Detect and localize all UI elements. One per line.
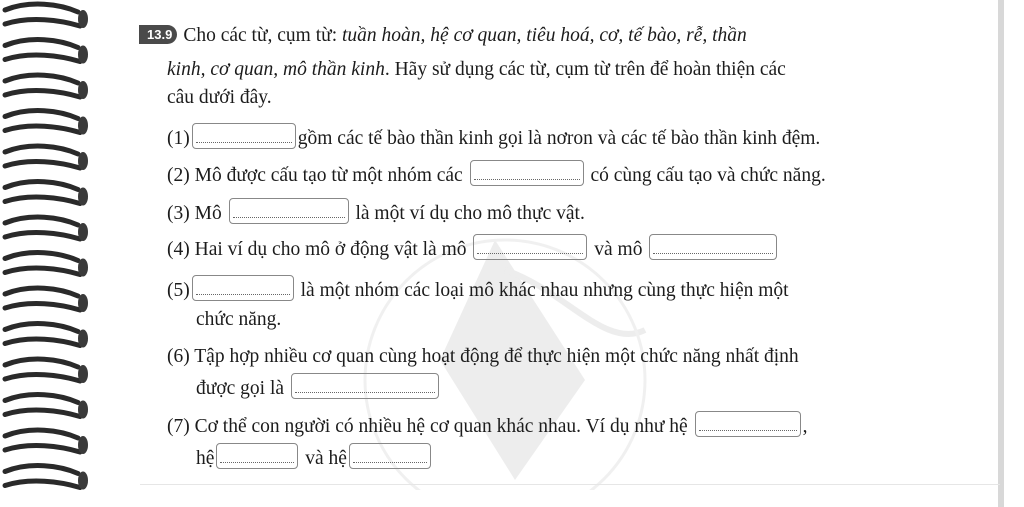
s3-text-a: (3) Mô: [167, 203, 222, 224]
intro-terms-2: kinh, cơ quan, mô thần kinh: [167, 59, 385, 80]
intro-line3: câu dưới đây.: [167, 87, 272, 108]
spiral-coil-bottom: [5, 162, 80, 168]
sentence-4: [167, 234, 779, 261]
spiral-coil-top: [5, 4, 78, 12]
spiral-hole: [78, 223, 88, 241]
spiral-coil-top: [5, 430, 78, 438]
spiral-coil-bottom: [5, 446, 80, 452]
sentence-5-cont: [196, 309, 281, 331]
blank-3[interactable]: [229, 198, 349, 224]
spiral-coil-top: [5, 217, 78, 225]
spiral-hole: [78, 188, 88, 206]
spiral-coil-bottom: [5, 233, 80, 239]
blank-1[interactable]: [192, 123, 296, 149]
blank-2[interactable]: [470, 160, 584, 186]
spiral-coil-top: [5, 253, 78, 261]
spiral-hole: [78, 401, 88, 419]
bottom-divider: [140, 484, 1000, 485]
s6-text-a: (6) Tập hợp nhiều cơ quan cùng hoạt động để thực hiện một chức năng nhất định: [167, 346, 799, 367]
spiral-binding: [0, 0, 110, 507]
sentence-1: [167, 123, 820, 150]
s5-text-c: chức năng.: [196, 309, 282, 330]
spiral-hole: [78, 81, 88, 99]
s5-text-b: là một nhóm các loại mô khác nhau nhưng cùng thực hiện một: [300, 280, 789, 301]
intro-prefix: Cho các từ, cụm từ:: [183, 25, 342, 46]
exercise-intro-line3: [167, 87, 272, 109]
spiral-hole: [78, 259, 88, 277]
s4-text-b: và mô: [594, 239, 643, 260]
spiral-coil-bottom: [5, 126, 80, 132]
spiral-coil-bottom: [5, 20, 80, 26]
spiral-coil-top: [5, 146, 78, 154]
s2-text-a: (2) Mô được cấu tạo từ một nhóm các: [167, 165, 463, 186]
spiral-coil-bottom: [5, 339, 80, 345]
spiral-coil-top: [5, 359, 78, 367]
blank-6[interactable]: [291, 373, 439, 399]
blank-7c[interactable]: [349, 443, 431, 469]
spiral-hole: [78, 117, 88, 135]
sentence-5: [167, 275, 789, 302]
spiral-coil-top: [5, 288, 78, 296]
s5-label: (5): [167, 280, 190, 301]
spiral-hole: [78, 46, 88, 64]
spiral-coil-bottom: [5, 375, 80, 381]
spiral-coil-bottom: [5, 268, 80, 274]
intro-suffix: . Hãy sử dụng các từ, cụm từ trên để hoàn thiện các: [384, 59, 786, 80]
spiral-coil-top: [5, 40, 78, 48]
spiral-coil-top: [5, 182, 78, 190]
s6-text-b: được gọi là: [196, 378, 285, 399]
spiral-coil-bottom: [5, 481, 80, 487]
blank-4b[interactable]: [649, 234, 777, 260]
spiral-coil-bottom: [5, 91, 80, 97]
s3-text-b: là một ví dụ cho mô thực vật.: [355, 203, 585, 224]
s1-label: (1): [167, 128, 190, 149]
blank-5[interactable]: [192, 275, 294, 301]
s7-comma: ,: [802, 416, 808, 437]
spiral-coil-bottom: [5, 197, 80, 203]
intro-terms-1: tuần hoàn, hệ cơ quan, tiêu hoá, cơ, tế bào, rễ, thần: [342, 25, 747, 46]
spiral-hole: [78, 365, 88, 383]
exercise-number-badge: 13.9: [142, 25, 177, 44]
exercise-intro-line1: [142, 25, 747, 47]
sentence-7-cont: [196, 443, 433, 470]
blank-7b[interactable]: [216, 443, 298, 469]
exercise-intro-line2: [167, 59, 786, 81]
blank-7a[interactable]: [695, 411, 801, 437]
s2-text-b: có cùng cấu tạo và chức năng.: [590, 165, 826, 186]
blank-4a[interactable]: [473, 234, 587, 260]
sentence-2: [167, 160, 826, 187]
s7-text-a: (7) Cơ thể con người có nhiều hệ cơ quan khác nhau. Ví dụ như hệ: [167, 416, 688, 437]
spiral-hole: [78, 152, 88, 170]
spiral-coil-bottom: [5, 55, 80, 61]
s7-text-b: hệ: [196, 448, 215, 469]
s4-text-a: (4) Hai ví dụ cho mô ở động vật là mô: [167, 239, 467, 260]
spiral-hole: [78, 294, 88, 312]
spiral-coil-top: [5, 324, 78, 332]
sentence-7: [167, 411, 807, 438]
sentence-6-cont: [196, 373, 441, 400]
sentence-3: [167, 198, 585, 225]
page-edge: [998, 0, 1004, 507]
spiral-hole: [78, 436, 88, 454]
spiral-coil-bottom: [5, 304, 80, 310]
spiral-coil-top: [5, 75, 78, 83]
spiral-hole: [78, 10, 88, 28]
spiral-coil-top: [5, 111, 78, 119]
sentence-6: [167, 346, 799, 368]
spiral-hole: [78, 472, 88, 490]
spiral-coil-bottom: [5, 410, 80, 416]
s7-text-c: và hệ: [305, 448, 347, 469]
spiral-hole: [78, 330, 88, 348]
spiral-coil-top: [5, 466, 78, 474]
s1-text: gồm các tế bào thần kinh gọi là nơron và các tế bào thần kinh đệm.: [297, 128, 821, 149]
spiral-coil-top: [5, 395, 78, 403]
